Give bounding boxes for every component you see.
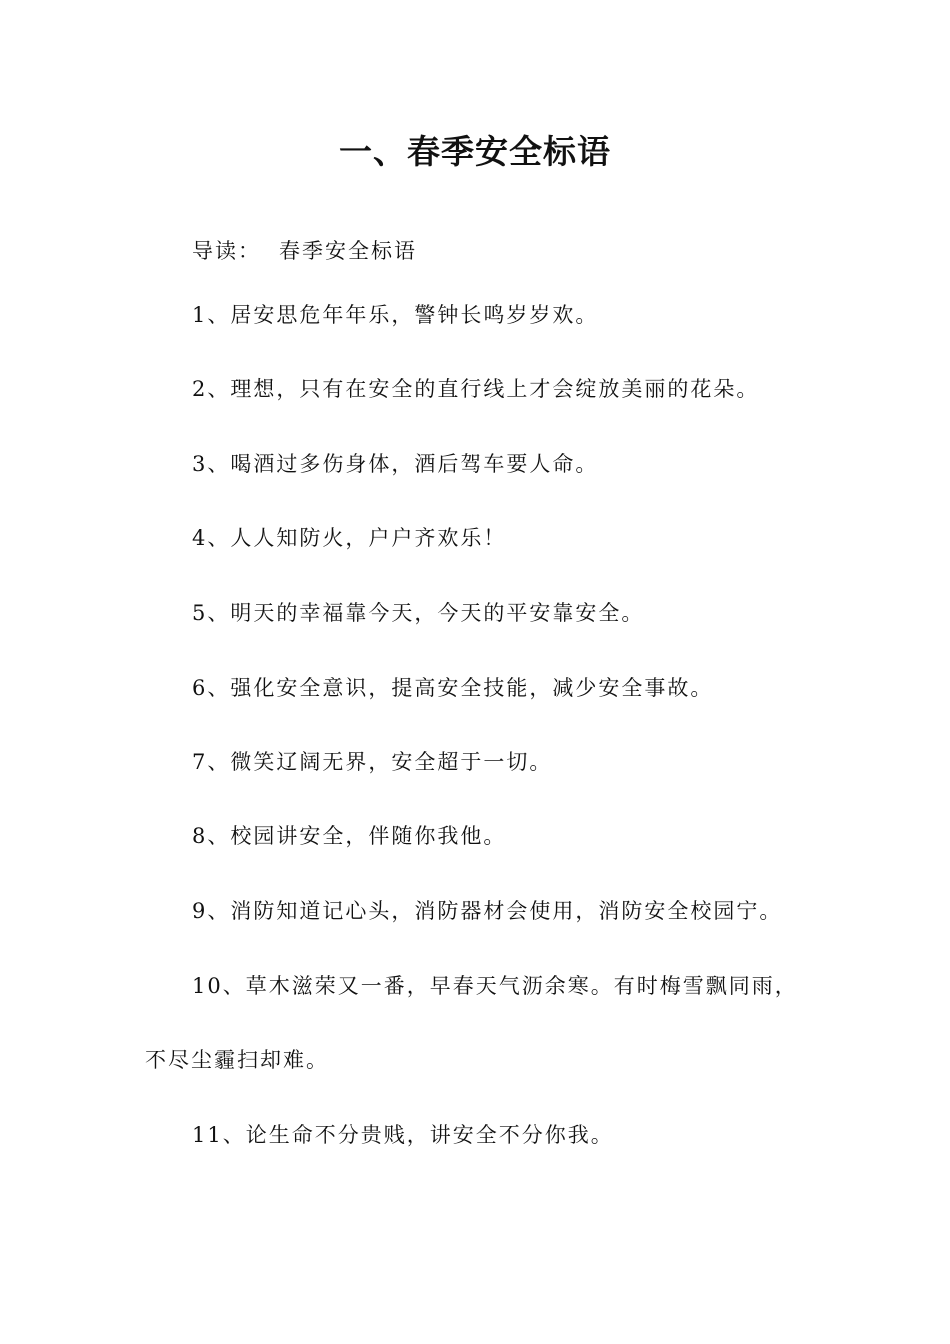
slogan-item-6: 6、强化安全意识，提高安全技能，减少安全事故。: [192, 676, 714, 700]
slogan-item-1: 1、居安思危年年乐，警钟长鸣岁岁欢。: [192, 303, 599, 327]
slogan-item-7: 7、微笑辽阔无界，安全超于一切。: [192, 750, 553, 774]
slogan-item-3: 3、喝酒过多伤身体，酒后驾车要人命。: [192, 452, 599, 476]
lead-label: 导读：: [192, 239, 261, 263]
slogan-item-8: 8、校园讲安全，伴随你我他。: [192, 824, 507, 848]
slogan-item-10: 10、草木滋荣又一番，早春天气沥余寒。有时梅雪飘同雨，: [192, 974, 798, 998]
slogan-item-5: 5、明天的幸福靠今天，今天的平安靠安全。: [192, 601, 645, 625]
slogan-item-10-continuation: 不尽尘霾扫却难。: [145, 1048, 329, 1072]
page-title: 一、春季安全标语: [339, 132, 611, 171]
slogan-item-4: 4、人人知防火，户户齐欢乐！: [192, 526, 507, 550]
slogan-item-11: 11、论生命不分贵贱，讲安全不分你我。: [192, 1123, 614, 1147]
slogan-item-9: 9、消防知道记心头，消防器材会使用，消防安全校园宁。: [192, 899, 783, 923]
slogan-item-2: 2、理想，只有在安全的直行线上才会绽放美丽的花朵。: [192, 377, 760, 401]
lead-text: 春季安全标语: [279, 239, 417, 263]
lead-paragraph: [192, 236, 417, 266]
